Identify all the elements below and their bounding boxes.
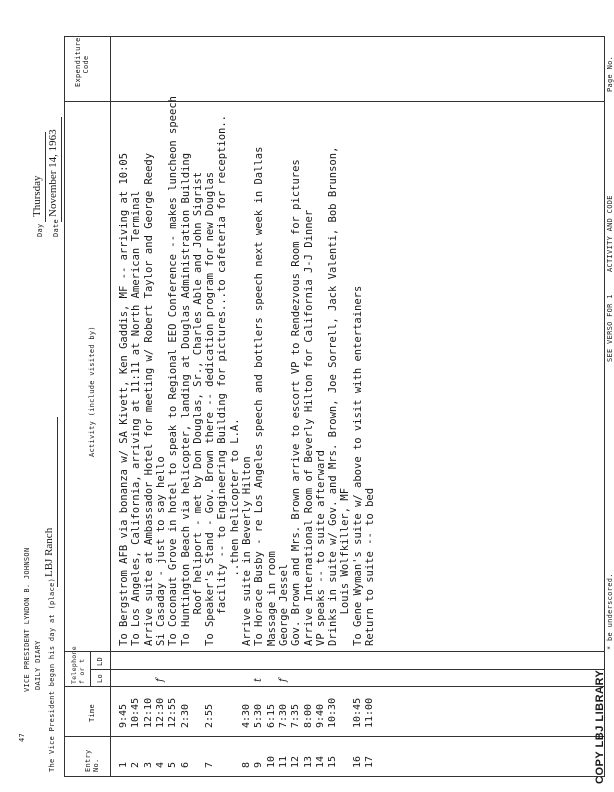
heading-sub: DAILY DIARY [34,640,42,690]
entry-activity-line: VP speaks -- to suite afterward [314,450,327,646]
entry-activity-line: To Horace Busby - re Los Angeles speech and bottlers speech next week in Dallas [253,146,266,646]
entry-telephone-mark: f [277,678,289,682]
col-divider-code [64,101,604,102]
col-divider-tel-sub [90,669,604,670]
entry-time: 2:55 [204,703,216,728]
entry-activity-line: Gov. Brown and Mrs. Brown arrive to escort VP to Rendezvous Room for pictures [290,159,303,646]
table-header-rule [110,37,111,777]
entry-time: 2:30 [179,703,191,728]
entry-number: 17 [364,755,375,768]
entry-number: 1 [118,761,129,768]
date-label: Date [52,218,60,237]
entry-number: 8 [241,761,252,768]
entry-number: 9 [253,761,265,768]
entry-time: 7:30 [277,703,289,728]
entry-activity-line: To Speaker's Stand - Gov. Brown there -- dedication program for new Douglas [204,171,217,646]
entry-time: 7:35 [290,703,302,728]
col-header-tel-lo: Lo [96,673,104,683]
entry-activity-line: Roof heliport - met by Don Douglas, Sr., Charles Able and John Sigrist [191,171,204,646]
entry-time: 9:40 [314,703,326,728]
footer-page-no: Page No. [606,55,614,92]
entry-number: 12 [290,755,302,768]
entry-activity-line: Drinks in suite w/ Gov. and Mrs. Brown, Joe Sorrell, Jack Valenti, Bob Brunson, [327,146,340,646]
entry-activity-line: Arrive suite in Beverly Hilton [241,456,253,646]
copy-stamp: COPY LBJ LIBRARY [594,669,606,784]
col-header-time: Time [88,703,96,722]
entry-time: 11:00 [364,697,375,728]
col-divider-entry [64,736,604,737]
entry-activity-line: ..then helicopter to L.A. [228,418,241,646]
entry-number: 15 [327,755,339,768]
col-header-activity: Activity (include visited by) [88,326,96,457]
col-header-entry: Entry No. [84,749,100,772]
col-divider-time [64,686,604,687]
entry-activity-line: To Gene Wyman's suite w/ above to visit with entertainers [351,285,364,646]
col-header-code: Expenditure Code [74,37,90,87]
table-bottom-rule [604,36,605,777]
place-value: LBJ Ranch [43,527,55,577]
table-left-rule [64,776,604,777]
entry-activity-line: Massage in room [265,551,278,646]
footer-mid-note: SEE VERSO FOR 1 [606,294,614,362]
entry-time: 6:15 [265,703,277,728]
entry-activity-line: To Huntington Beach via helicopter, landing at Douglas Administration Building [179,152,192,646]
entry-time: 5:30 [253,703,265,728]
col-divider-telephone [64,651,604,652]
date-value: November 14, 1963 [47,129,59,217]
entry-number: 7 [204,761,216,768]
date-underline [61,117,62,222]
entry-time: 10:30 [327,697,339,728]
entry-activity-line: To Bergstrom AFB via bonanza w/ SA Kivett, Ken Gaddis, MF -- arriving at 10:05 [118,152,130,646]
col-header-telephone: Telephone f or t [70,646,86,684]
footer-mid-note-2: ACTIVITY AND CODE [606,195,614,272]
entry-time: 12:10 [142,697,154,728]
entry-telephone-mark: f [154,678,166,682]
entry-number: 6 [179,761,191,768]
margin-mark: 47 [18,732,26,742]
heading-top: VICE PRESIDENT LYNDON B. JOHNSON [23,547,31,692]
day-underline [45,132,46,222]
table-top-rule [64,37,65,777]
entry-number: 13 [302,755,314,768]
entry-activity-line: Arrive International Room of Beverly Hilton for California J-J Dinner [302,209,315,646]
footer-left-note: * be underscored. [606,573,614,650]
entry-activity-line: To Coconaut Grove in hotel to speak to Regional EEO Conference -- makes luncheon speech [167,96,180,646]
day-label: Day [36,223,44,237]
col-header-tel-ld: LD [96,656,104,666]
day-value: Thursday [31,175,43,217]
entry-activity-line: Si Casaday - just to say hello [154,456,167,646]
entry-number: 5 [167,761,179,768]
entry-time: 8:00 [302,703,314,728]
entry-number: 16 [351,755,363,768]
entry-time: 12:55 [167,697,179,728]
entry-time: 12:30 [154,697,166,728]
entry-time: 10:45 [351,697,363,728]
began-label: The Vice President began his day at (place) [48,577,56,772]
entry-number: 14 [314,755,326,768]
entry-activity-line: To Los Angeles, California, arriving at 11:11 at North American Terminal [130,190,143,646]
entry-number: 4 [154,761,166,768]
entry-time: 10:45 [130,697,142,728]
entry-number: 11 [277,755,289,768]
entry-time: 4:30 [241,703,252,728]
entry-activity-line: George Jessel [277,563,290,646]
entry-activity-line: Return to suite -- to bed [364,487,376,646]
entry-activity-line: facility -- to Engineering Building for pictures...to cafeteria for reception.. [216,114,229,646]
entry-number: 10 [265,755,277,768]
tel-header-rule [90,652,91,687]
table-right-rule [64,36,604,37]
entry-activity-line: Arrive suite at Ambassador Hotel for meeting w/ Robert Taylor and George Reedy [142,152,155,646]
entry-telephone-mark: t [253,677,265,682]
place-underline [57,417,58,587]
entry-activity-line: Louis Wolfkiller, MF [339,487,352,646]
entry-time: 9:45 [118,703,129,728]
entry-number: 3 [142,761,154,768]
entry-number: 2 [130,761,142,768]
